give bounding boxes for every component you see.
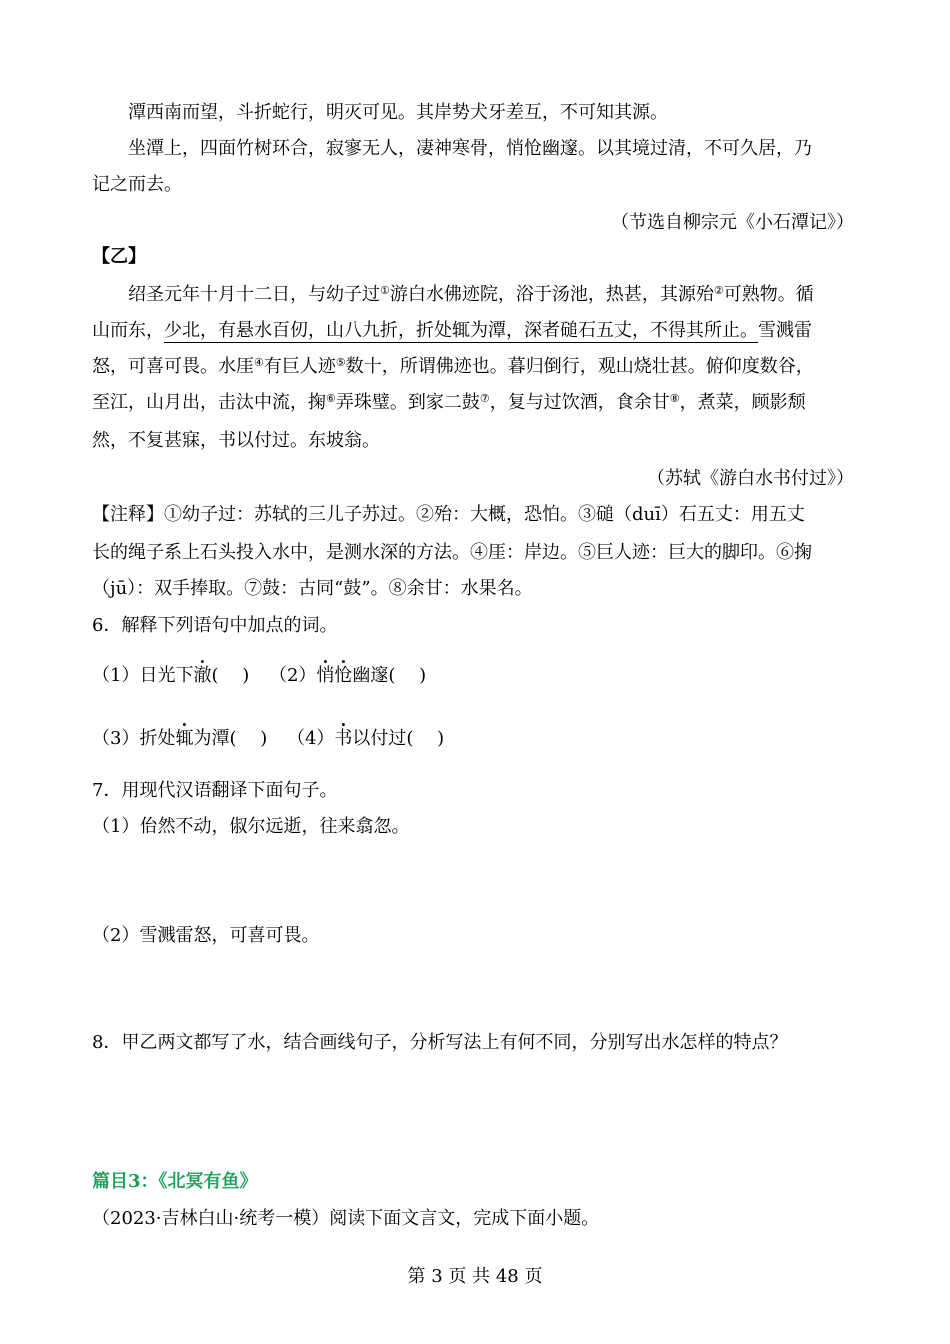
yi-source: （苏轼《游白水书付过》） [647,468,854,489]
yi-line-2 [92,319,812,343]
text-span: 至江，山月出，击汰中流，掬 [92,392,326,413]
q7-stem: 7．用现代汉语翻译下面句子。 [92,780,338,801]
text-span: 可熟物。循 [723,284,814,305]
q7-sentence-2: （2）雪溅雷怒，可喜可畏。 [92,925,320,946]
yi-line-5: 然，不复甚寐，书以付过。东坡翁。 [92,430,380,451]
text-span: 有巨人迹 [263,356,336,377]
yi-line-3 [92,355,814,379]
dotted-word: 澈 [193,665,212,686]
text-span: 数十，所谓佛迹也。暮归倒行，观山烧壮甚。俯仰度数谷， [345,356,814,377]
note-marker: ④ [254,356,264,369]
jia-line-2: 坐潭上，四面竹树环合，寂寥无人，凄神寒骨，悄怆幽邃。以其境过清，不可久居，乃 [128,138,812,159]
section-title: 篇目3：《北冥有鱼》 [92,1171,258,1192]
text-span: 怒，可喜可畏。水厓 [92,356,254,377]
yi-line-1 [128,283,814,307]
q6-items-row-2 [92,727,444,751]
note-marker: ⑦ [479,392,490,405]
text-span: 绍圣元年十月十二日，与幼子过 [128,284,380,305]
section-intro: （2023·吉林白山·统考一模）阅读下面文言文，完成下面小题。 [92,1208,600,1229]
text-span: ，煮菜，顾影颓 [679,392,806,413]
note-marker: ⑧ [669,392,680,405]
notes-line-3: （jū）：双手捧取。⑦鼓：古同“鼓”。⑧余甘：水果名。 [92,578,533,599]
yi-header: 【乙】 [92,246,146,267]
answer-blank[interactable]: ( ) [211,665,250,686]
q6-item-label: （2） [268,665,317,686]
text-span: ，复与过饮酒，食余甘 [489,392,670,413]
notes-line-2: 长的绳子系上石头投入水中，是测水深的方法。④厓：岸边。⑤巨人迹：巨大的脚印。⑥掬 [92,542,812,563]
note-marker: ① [380,284,390,297]
answer-blank[interactable]: 以付过( ) [352,728,445,749]
jia-source: （节选自柳宗元《小石潭记》） [611,212,854,233]
jia-line-1: 潭西南而望，斗折蛇行，明灭可见。其岸势犬牙差互，不可知其源。 [128,102,668,123]
text-span: 游白水佛迹院，浴于汤池，热甚，其源殆 [389,284,714,305]
dotted-word: 悄 [316,665,335,686]
note-marker: ⑤ [335,356,346,369]
dotted-word: 辄 [175,728,194,749]
yi-line-4 [92,391,806,415]
answer-blank[interactable]: 幽邃( ) [352,665,427,686]
note-marker: ⑥ [326,392,336,405]
q6-item-label: （1）日光下 [92,665,194,686]
answer-blank[interactable]: 为潭( ) [193,728,268,749]
q7-sentence-1: （1）佁然不动，俶尔远逝，往来翕忽。 [92,816,410,837]
dotted-word: 怆 [334,665,353,686]
text-span: 弄珠璧。到家二鼓 [335,392,480,413]
dotted-word: 书 [334,728,353,749]
jia-line-3: 记之而去。 [92,174,182,195]
q6-item-label: （3）折处 [92,728,176,749]
text-span: 雪溅雷 [758,320,812,341]
q6-stem: 6．解释下列语句中加点的词。 [92,615,338,636]
note-marker: ② [713,284,724,297]
text-span: 山而东， [92,320,164,341]
q8-stem: 8．甲乙两文都写了水，结合画线句子，分析写法上有何不同，分别写出水怎样的特点？ [92,1032,788,1053]
q6-item-label: （4） [286,728,335,749]
notes-line-1: 【注释】①幼子过：苏轼的三儿子苏过。②殆：大概，恐怕。③磓（duī）石五丈：用五丈 [92,504,805,525]
q6-items-row-1 [92,664,426,688]
underlined-sentence: 少北，有悬水百仞，山八九折，折处辄为潭，深者磓石五丈，不得其所止。 [164,320,758,341]
page-footer: 第 3 页 共 48 页 [407,1266,543,1287]
